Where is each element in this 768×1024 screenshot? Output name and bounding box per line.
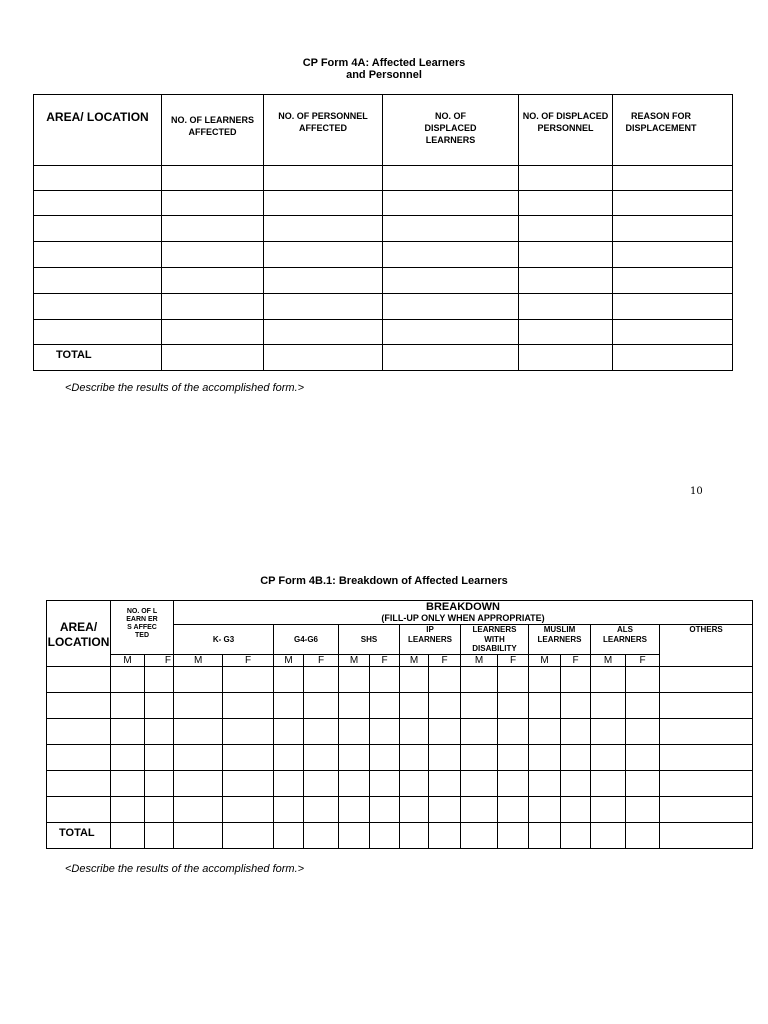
group-k-g3 xyxy=(174,625,274,655)
group-others xyxy=(660,625,753,667)
cell[interactable] xyxy=(274,745,304,771)
cell-learners[interactable] xyxy=(162,294,264,320)
cell[interactable] xyxy=(498,823,529,849)
cell-learners[interactable] xyxy=(162,166,264,191)
header-reason-displacement-label: REASON FOR DISPLACEMENT xyxy=(625,111,697,133)
header-personnel-affected-label: NO. OF PERSONNEL AFFECTED xyxy=(278,111,368,133)
cell[interactable] xyxy=(461,823,498,849)
cell[interactable] xyxy=(111,667,145,693)
cell[interactable] xyxy=(591,719,626,745)
cell[interactable] xyxy=(304,771,339,797)
mf-f: F xyxy=(429,655,461,667)
mf-m: M xyxy=(274,655,304,667)
cell[interactable] xyxy=(660,823,753,849)
cell[interactable] xyxy=(461,719,498,745)
cell[interactable] xyxy=(145,667,174,693)
cell-personnel[interactable] xyxy=(264,268,383,294)
total-reason[interactable] xyxy=(613,345,733,371)
total-personnel[interactable] xyxy=(264,345,383,371)
cell-personnel[interactable] xyxy=(264,191,383,216)
cell[interactable] xyxy=(400,719,429,745)
cell-reason[interactable] xyxy=(613,242,733,268)
cell[interactable] xyxy=(223,771,274,797)
cell[interactable] xyxy=(561,693,591,719)
cell[interactable] xyxy=(223,797,274,823)
mf-f: F xyxy=(498,655,529,667)
total-row xyxy=(47,823,753,849)
mf-m: M xyxy=(400,655,429,667)
cell[interactable] xyxy=(626,667,660,693)
cell[interactable] xyxy=(174,771,223,797)
cell[interactable] xyxy=(223,823,274,849)
cell[interactable] xyxy=(429,693,461,719)
cell[interactable] xyxy=(498,667,529,693)
form-a-title-line2: and Personnel xyxy=(346,69,422,81)
table-row xyxy=(47,693,753,719)
cell[interactable] xyxy=(304,693,339,719)
cell-area[interactable] xyxy=(34,242,162,268)
cell-displaced-personnel[interactable] xyxy=(519,216,613,242)
cell-reason[interactable] xyxy=(613,191,733,216)
cell[interactable] xyxy=(370,667,400,693)
cell[interactable] xyxy=(529,797,561,823)
cell[interactable] xyxy=(626,797,660,823)
form-b-note: <Describe the results of the accomplished form.> xyxy=(65,863,305,875)
cell[interactable] xyxy=(339,797,370,823)
cell-displaced-learners[interactable] xyxy=(383,268,519,294)
breakdown-title: BREAKDOWN xyxy=(426,601,500,613)
cell[interactable] xyxy=(223,667,274,693)
table-row xyxy=(47,667,753,693)
affected-learners-table xyxy=(33,94,733,371)
cell[interactable] xyxy=(111,719,145,745)
cell-displaced-learners[interactable] xyxy=(383,320,519,345)
total-displaced-learners[interactable] xyxy=(383,345,519,371)
cell-personnel[interactable] xyxy=(264,166,383,191)
cell[interactable] xyxy=(461,667,498,693)
group-muslim-learners-label: MUSLIM LEARNERS xyxy=(537,625,582,644)
total-displaced-personnel[interactable] xyxy=(519,345,613,371)
cell[interactable] xyxy=(111,771,145,797)
header-learners-affected-label: NO. OF LEARN ERS AFFEC TED xyxy=(126,608,158,639)
cell-reason[interactable] xyxy=(613,294,733,320)
cell[interactable] xyxy=(529,745,561,771)
total-row xyxy=(34,345,733,371)
table-row xyxy=(47,745,753,771)
table-row xyxy=(47,719,753,745)
cell[interactable] xyxy=(145,797,174,823)
cell[interactable] xyxy=(47,719,111,745)
cell[interactable] xyxy=(47,797,111,823)
cell[interactable] xyxy=(429,667,461,693)
cell[interactable] xyxy=(498,693,529,719)
cell-displaced-personnel[interactable] xyxy=(519,294,613,320)
table-row xyxy=(34,268,733,294)
cell-displaced-learners[interactable] xyxy=(383,166,519,191)
cell[interactable] xyxy=(145,771,174,797)
cell[interactable] xyxy=(274,823,304,849)
header-learners-affected-label: NO. OF LEARNERS AFFECTED xyxy=(170,115,254,137)
cell[interactable] xyxy=(274,771,304,797)
breakdown-header-row xyxy=(47,601,753,625)
cell-displaced-personnel[interactable] xyxy=(519,191,613,216)
cell[interactable] xyxy=(145,823,174,849)
cell-displaced-personnel[interactable] xyxy=(519,268,613,294)
table-row xyxy=(34,320,733,345)
cell[interactable] xyxy=(223,745,274,771)
group-muslim-learners xyxy=(529,625,591,655)
cell[interactable] xyxy=(626,693,660,719)
cell[interactable] xyxy=(174,823,223,849)
header-reason-displacement xyxy=(613,95,733,166)
header-learners-affected xyxy=(111,601,174,655)
cell[interactable] xyxy=(591,745,626,771)
mf-m: M xyxy=(461,655,498,667)
cell[interactable] xyxy=(223,693,274,719)
cell[interactable] xyxy=(174,693,223,719)
cell[interactable] xyxy=(529,771,561,797)
cell[interactable] xyxy=(370,719,400,745)
cell[interactable] xyxy=(304,667,339,693)
cell[interactable] xyxy=(174,797,223,823)
cell[interactable] xyxy=(498,745,529,771)
group-shs-label: SHS xyxy=(360,634,378,644)
cell[interactable] xyxy=(561,797,591,823)
cell[interactable] xyxy=(145,745,174,771)
cell[interactable] xyxy=(660,745,753,771)
page-number: 10 xyxy=(690,486,703,497)
cell[interactable] xyxy=(370,745,400,771)
mf-f: F xyxy=(304,655,339,667)
cell-learners[interactable] xyxy=(162,320,264,345)
group-shs xyxy=(339,625,400,655)
cell-personnel[interactable] xyxy=(264,242,383,268)
cell[interactable] xyxy=(304,823,339,849)
header-displaced-learners-label: NO. OF DISPLACED LEARNERS xyxy=(424,111,477,145)
header-row xyxy=(34,95,733,166)
cell-area[interactable] xyxy=(34,166,162,191)
cell[interactable] xyxy=(461,745,498,771)
cell-learners[interactable] xyxy=(162,242,264,268)
cell[interactable] xyxy=(429,771,461,797)
header-displaced-personnel xyxy=(519,95,613,166)
cell-displaced-learners[interactable] xyxy=(383,242,519,268)
cell[interactable] xyxy=(370,693,400,719)
table-row xyxy=(34,216,733,242)
cell[interactable] xyxy=(461,771,498,797)
mf-m: M xyxy=(111,655,145,667)
cell[interactable] xyxy=(626,745,660,771)
cell[interactable] xyxy=(111,745,145,771)
cell-reason[interactable] xyxy=(613,268,733,294)
cell[interactable] xyxy=(174,667,223,693)
header-area-location-label: AREA/ LOCATION xyxy=(47,619,110,649)
cell[interactable] xyxy=(461,693,498,719)
cell-reason[interactable] xyxy=(613,216,733,242)
cell-area[interactable] xyxy=(34,268,162,294)
mf-header-row xyxy=(47,655,753,667)
cell-reason[interactable] xyxy=(613,320,733,345)
cell[interactable] xyxy=(274,797,304,823)
group-als-learners-label: ALS LEARNERS xyxy=(602,625,647,644)
group-learners-disability-label: LEARNERS WITH DISABILITY xyxy=(472,625,517,653)
mf-m: M xyxy=(339,655,370,667)
total-learners[interactable] xyxy=(162,345,264,371)
cell[interactable] xyxy=(400,797,429,823)
header-area-location xyxy=(47,601,111,667)
total-label: TOTAL xyxy=(59,827,95,839)
form-a-title-line1: CP Form 4A: Affected Learners xyxy=(302,57,466,69)
cell-displaced-learners[interactable] xyxy=(383,191,519,216)
cell[interactable] xyxy=(174,745,223,771)
cell[interactable] xyxy=(561,719,591,745)
cell[interactable] xyxy=(304,719,339,745)
cell[interactable] xyxy=(660,719,753,745)
mf-f: F xyxy=(145,655,174,667)
cell-learners[interactable] xyxy=(162,191,264,216)
cell[interactable] xyxy=(274,667,304,693)
form-b-title: CP Form 4B.1: Breakdown of Affected Learners xyxy=(260,575,508,587)
group-others-label: OTHERS xyxy=(689,625,723,634)
cell-learners[interactable] xyxy=(162,268,264,294)
cell[interactable] xyxy=(429,823,461,849)
cell[interactable] xyxy=(111,797,145,823)
table-row xyxy=(34,166,733,191)
cell-personnel[interactable] xyxy=(264,216,383,242)
cell[interactable] xyxy=(591,667,626,693)
cell[interactable] xyxy=(400,745,429,771)
cell[interactable] xyxy=(660,771,753,797)
cell[interactable] xyxy=(47,745,111,771)
total-label-cell xyxy=(47,823,111,849)
cell[interactable] xyxy=(111,693,145,719)
header-displaced-learners xyxy=(383,95,519,166)
cell[interactable] xyxy=(660,693,753,719)
cell[interactable] xyxy=(339,667,370,693)
group-als-learners xyxy=(591,625,660,655)
cell[interactable] xyxy=(339,771,370,797)
cell[interactable] xyxy=(304,745,339,771)
cell[interactable] xyxy=(591,771,626,797)
cell[interactable] xyxy=(660,667,753,693)
cell[interactable] xyxy=(461,797,498,823)
cell-area[interactable] xyxy=(34,191,162,216)
cell[interactable] xyxy=(339,823,370,849)
cell[interactable] xyxy=(591,693,626,719)
mf-m: M xyxy=(529,655,561,667)
cell[interactable] xyxy=(529,667,561,693)
breakdown-table xyxy=(46,600,753,849)
cell[interactable] xyxy=(529,823,561,849)
cell[interactable] xyxy=(660,797,753,823)
header-area-location-label: AREA/ LOCATION xyxy=(46,110,149,124)
cell-reason[interactable] xyxy=(613,166,733,191)
group-ip-learners xyxy=(400,625,461,655)
header-area-location xyxy=(34,95,162,166)
cell-displaced-learners[interactable] xyxy=(383,216,519,242)
cell[interactable] xyxy=(47,667,111,693)
cell[interactable] xyxy=(529,693,561,719)
mf-m: M xyxy=(174,655,223,667)
header-personnel-affected xyxy=(264,95,383,166)
cell[interactable] xyxy=(400,693,429,719)
cell-personnel[interactable] xyxy=(264,294,383,320)
total-label: TOTAL xyxy=(56,349,92,361)
cell[interactable] xyxy=(370,771,400,797)
group-learners-disability xyxy=(461,625,529,655)
cell[interactable] xyxy=(498,771,529,797)
cell[interactable] xyxy=(370,823,400,849)
cell-personnel[interactable] xyxy=(264,320,383,345)
mf-f: F xyxy=(626,655,660,667)
cell[interactable] xyxy=(561,823,591,849)
cell[interactable] xyxy=(111,823,145,849)
breakdown-subtitle: (FILL-UP ONLY WHEN APPROPRIATE) xyxy=(381,613,545,623)
cell[interactable] xyxy=(591,823,626,849)
cell[interactable] xyxy=(498,797,529,823)
cell-displaced-personnel[interactable] xyxy=(519,320,613,345)
table-row xyxy=(34,191,733,216)
cell-displaced-personnel[interactable] xyxy=(519,242,613,268)
cell[interactable] xyxy=(591,797,626,823)
group-g4-g6-label: G4-G6 xyxy=(293,634,318,644)
cell-displaced-learners[interactable] xyxy=(383,294,519,320)
cell[interactable] xyxy=(561,745,591,771)
form-a-note: <Describe the results of the accomplished form.> xyxy=(65,382,305,394)
cell-displaced-personnel[interactable] xyxy=(519,166,613,191)
header-displaced-personnel-label: NO. OF DISPLACED PERSONNEL xyxy=(522,111,609,133)
cell[interactable] xyxy=(47,771,111,797)
cell[interactable] xyxy=(626,719,660,745)
cell-learners[interactable] xyxy=(162,216,264,242)
cell-area[interactable] xyxy=(34,216,162,242)
cell-area[interactable] xyxy=(34,294,162,320)
cell[interactable] xyxy=(339,693,370,719)
cell[interactable] xyxy=(561,667,591,693)
group-k-g3-label: K- G3 xyxy=(212,634,235,644)
mf-f: F xyxy=(370,655,400,667)
cell[interactable] xyxy=(174,719,223,745)
mf-f: F xyxy=(223,655,274,667)
total-label-cell xyxy=(34,345,162,371)
cell[interactable] xyxy=(370,797,400,823)
cell[interactable] xyxy=(339,745,370,771)
cell[interactable] xyxy=(400,667,429,693)
group-ip-learners-label: IP LEARNERS xyxy=(407,625,452,644)
mf-m: M xyxy=(591,655,626,667)
header-learners-affected xyxy=(162,95,264,166)
cell[interactable] xyxy=(626,823,660,849)
cell[interactable] xyxy=(429,745,461,771)
cell[interactable] xyxy=(223,719,274,745)
cell[interactable] xyxy=(400,771,429,797)
cell[interactable] xyxy=(274,719,304,745)
cell-area[interactable] xyxy=(34,320,162,345)
form-a-title xyxy=(284,57,484,81)
cell[interactable] xyxy=(498,719,529,745)
cell[interactable] xyxy=(626,771,660,797)
group-g4-g6 xyxy=(274,625,339,655)
cell[interactable] xyxy=(145,693,174,719)
cell[interactable] xyxy=(429,797,461,823)
cell[interactable] xyxy=(529,719,561,745)
breakdown-header xyxy=(174,601,753,625)
cell[interactable] xyxy=(145,719,174,745)
mf-f: F xyxy=(561,655,591,667)
cell[interactable] xyxy=(274,693,304,719)
cell[interactable] xyxy=(304,797,339,823)
cell[interactable] xyxy=(400,823,429,849)
cell[interactable] xyxy=(47,693,111,719)
table-row xyxy=(34,294,733,320)
cell[interactable] xyxy=(429,719,461,745)
cell[interactable] xyxy=(561,771,591,797)
table-row xyxy=(47,771,753,797)
table-row xyxy=(47,797,753,823)
cell[interactable] xyxy=(339,719,370,745)
table-row xyxy=(34,242,733,268)
